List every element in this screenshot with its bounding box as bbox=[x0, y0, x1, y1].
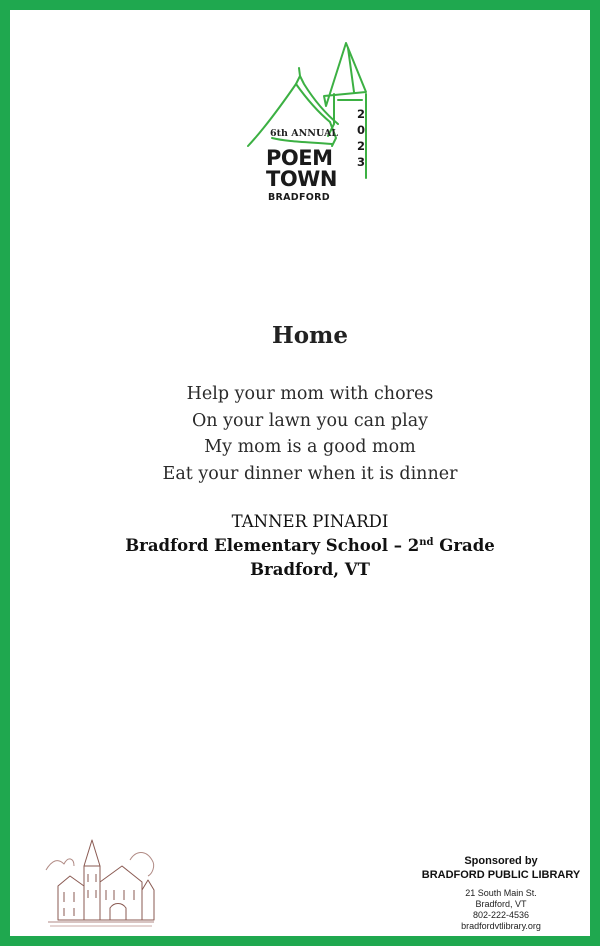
school-prefix: Bradford Elementary School – 2 bbox=[125, 536, 420, 555]
poem-line: Help your mom with chores bbox=[186, 384, 434, 404]
author-block bbox=[10, 510, 600, 582]
poem-line: My mom is a good mom bbox=[204, 437, 416, 457]
poem-body bbox=[10, 381, 600, 487]
poem-line: Eat your dinner when it is dinner bbox=[162, 463, 458, 484]
logo-year-digit: 2 bbox=[356, 139, 365, 153]
grade-ordinal: nd bbox=[419, 537, 434, 548]
library-building-icon bbox=[44, 830, 156, 930]
logo-town-text: TOWN bbox=[266, 167, 337, 191]
author-town: Bradford, VT bbox=[250, 560, 370, 579]
logo-year-digit: 2 bbox=[356, 107, 365, 121]
logo-bradford-text: BRADFORD bbox=[268, 192, 330, 203]
school-suffix: Grade bbox=[433, 536, 495, 555]
poem-line: On your lawn you can play bbox=[191, 410, 429, 431]
poem-town-logo bbox=[238, 38, 378, 213]
author-school bbox=[10, 534, 600, 558]
sponsor-block bbox=[410, 854, 592, 932]
library-building-sketch bbox=[44, 830, 156, 930]
library-name: BRADFORD PUBLIC LIBRARY bbox=[421, 869, 581, 881]
logo-year-digit: 0 bbox=[356, 123, 365, 137]
logo-annual-text: 6th ANNUAL bbox=[270, 128, 338, 139]
library-phone: 802-222-4536 bbox=[472, 910, 530, 920]
library-address-town: Bradford, VT bbox=[475, 899, 527, 909]
author-name: TANNER PINARDI bbox=[231, 512, 389, 531]
logo-poem-text: POEM bbox=[266, 146, 333, 170]
library-website[interactable]: bradfordvtlibrary.org bbox=[461, 921, 541, 931]
poem-title: Home bbox=[271, 322, 349, 349]
logo-year-digit: 3 bbox=[356, 155, 365, 169]
library-address-street: 21 South Main St. bbox=[465, 888, 537, 898]
sponsored-by-label: Sponsored by bbox=[464, 855, 538, 867]
logo-year bbox=[354, 106, 368, 170]
